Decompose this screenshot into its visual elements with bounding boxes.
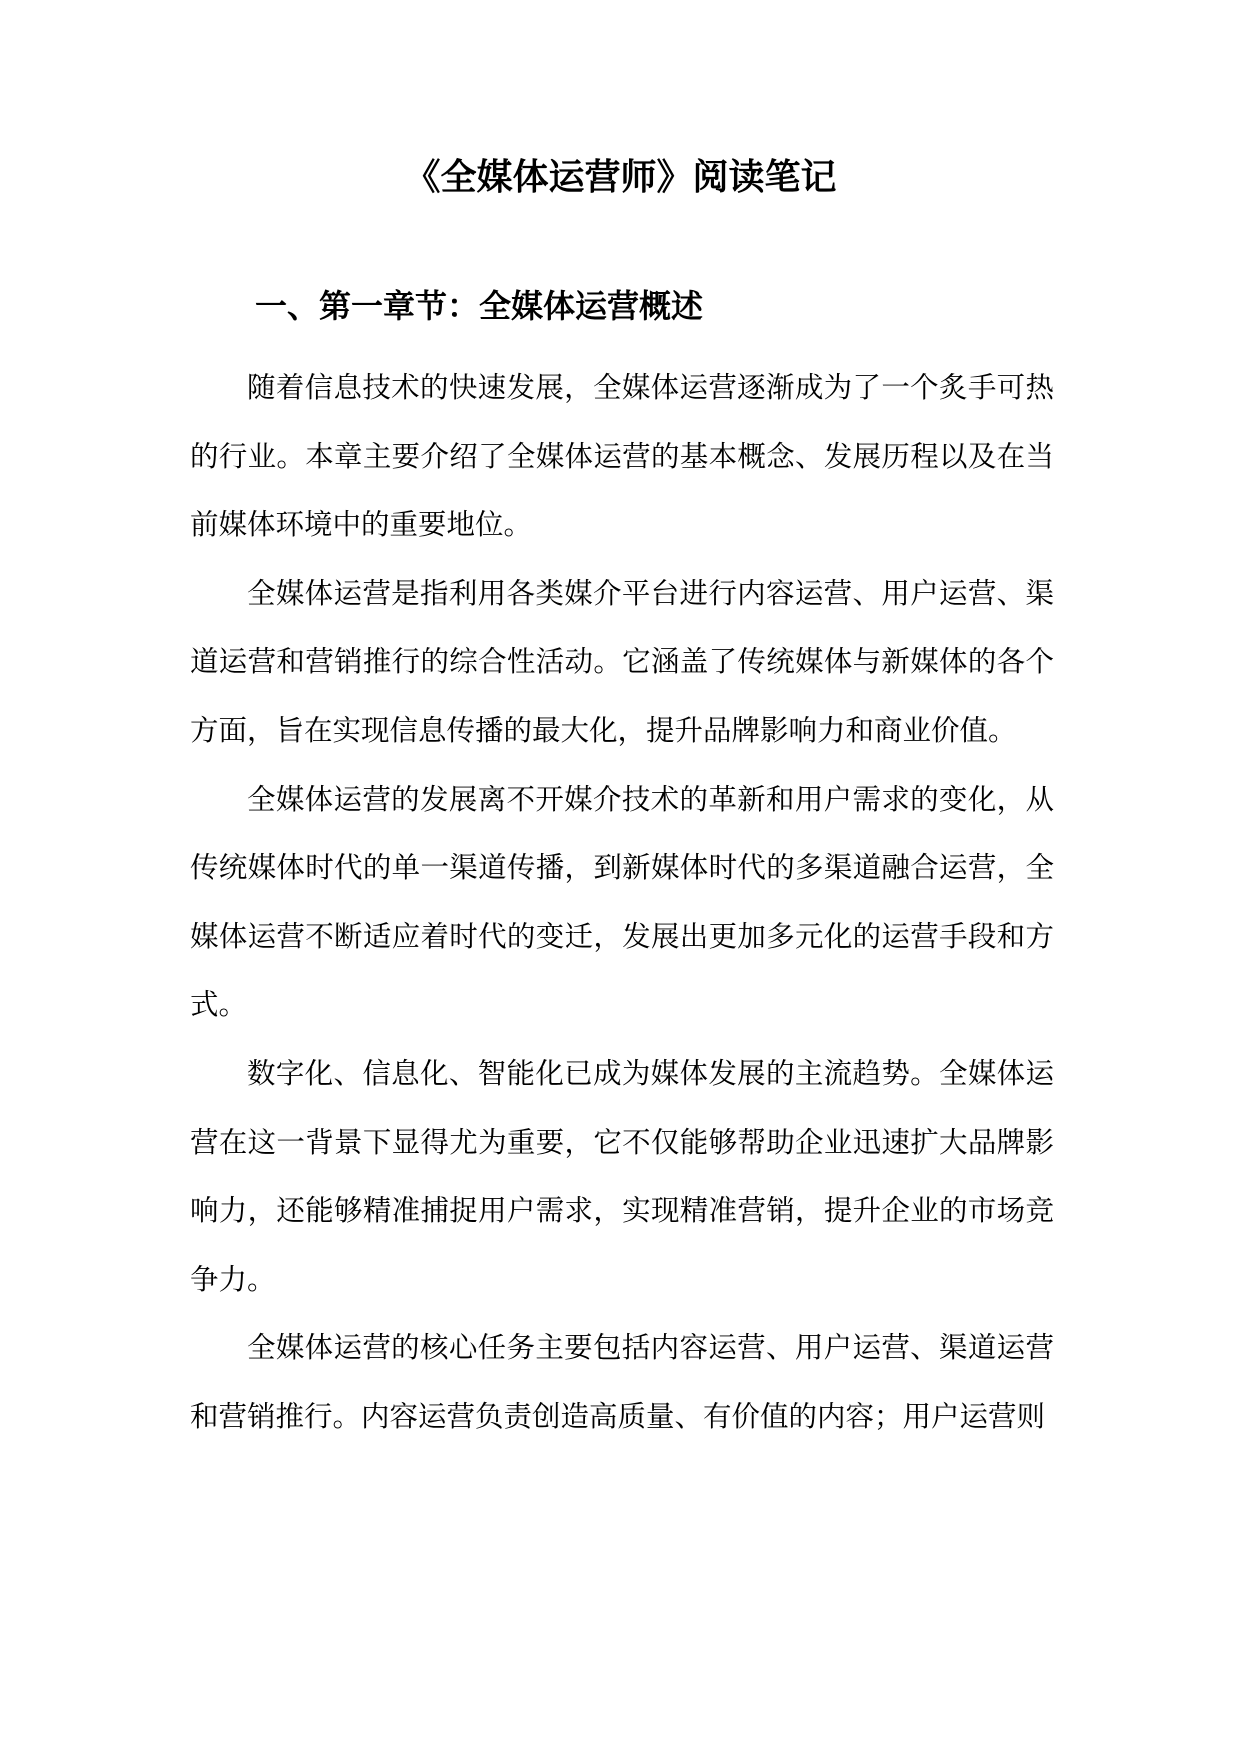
- paragraph: 全媒体运营的核心任务主要包括内容运营、用户运营、渠道运营和营销推行。内容运营负责创造高质量、有价值的内容；用户运营则: [190, 1331, 1054, 1433]
- document-title: 《全媒体运营师》阅读笔记: [404, 156, 837, 198]
- body-text: [190, 354, 1054, 1452]
- paragraph: 全媒体运营是指利用各类媒介平台进行内容运营、用户运营、渠道运营和营销推行的综合性活动。它涵盖了传统媒体与新媒体的各个方面，旨在实现信息传播的最大化，提升品牌影响力和商业价值。: [190, 576, 1054, 747]
- paragraph: 全媒体运营的发展离不开媒介技术的革新和用户需求的变化，从传统媒体时代的单一渠道传播，到新媒体时代的多渠道融合运营，全媒体运营不断适应着时代的变迁，发展出更加多元化的运营手段和方式。: [190, 782, 1054, 1022]
- paragraph: 随着信息技术的快速发展，全媒体运营逐渐成为了一个炙手可热的行业。本章主要介绍了全媒体运营的基本概念、发展历程以及在当前媒体环境中的重要地位。: [190, 371, 1054, 542]
- paragraph: 数字化、信息化、智能化已成为媒体发展的主流趋势。全媒体运营在这一背景下显得尤为重要，它不仅能够帮助企业迅速扩大品牌影响力，还能够精准捕捉用户需求，实现精准营销，提升企业的市场竞争力。: [190, 1056, 1054, 1296]
- section-heading: 一、第一章节：全媒体运营概述: [255, 287, 704, 325]
